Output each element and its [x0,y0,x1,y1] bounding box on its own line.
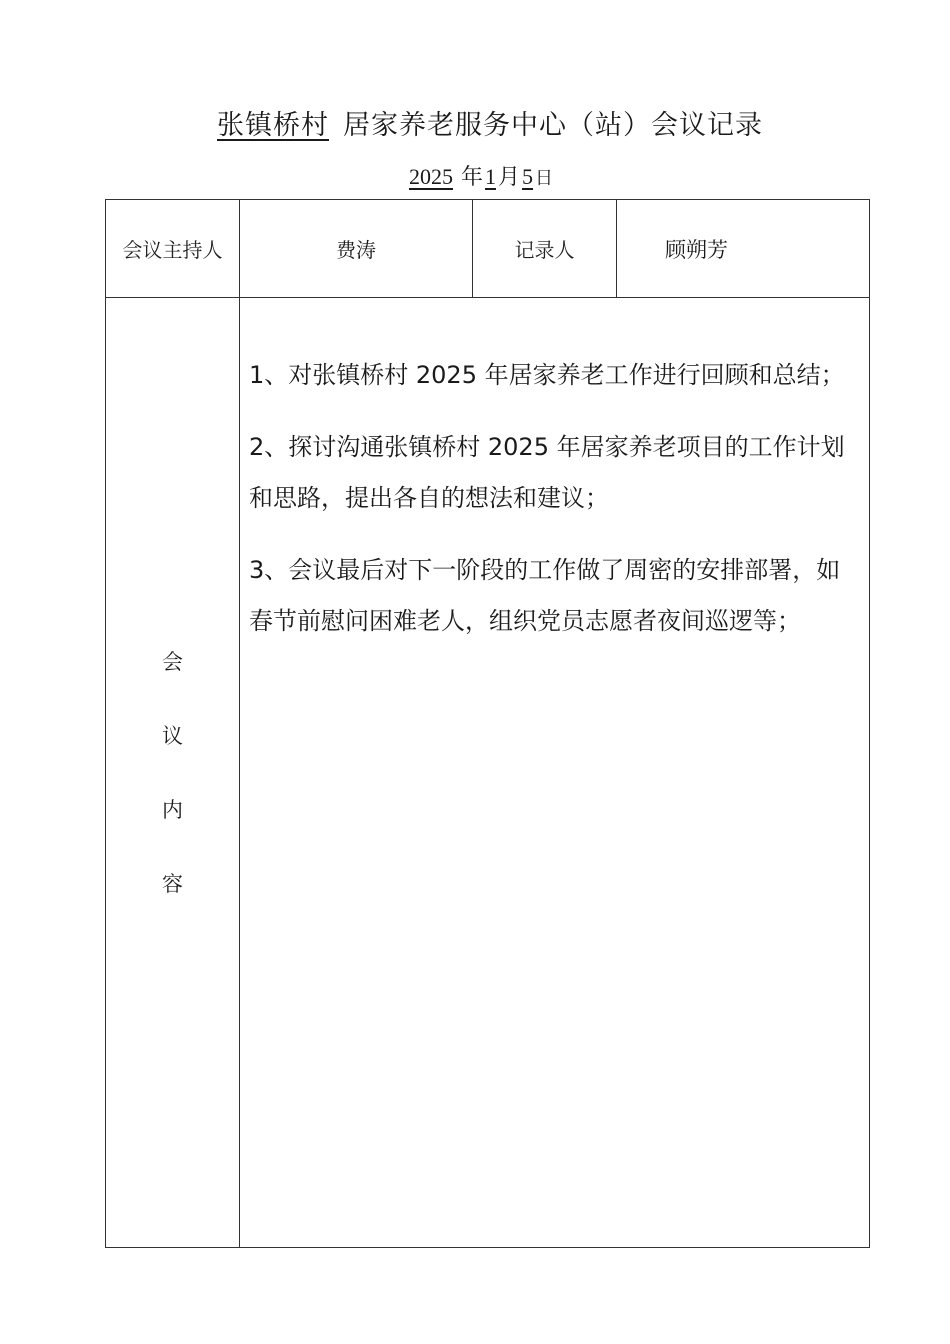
date-day: 5 [522,164,534,189]
host-value: 费涛 [240,200,473,298]
content-item: 1、对张镇桥村 2025 年居家养老工作进行回顾和总结； [249,361,845,389]
host-label: 会议主持人 [106,200,240,298]
date-day-char: 日 [535,168,554,188]
title-village-name: 张镇桥村 [217,110,329,141]
content-item: 2、探讨沟通张镇桥村 2025 年居家养老项目的工作计划和思路，提出各自的想法和建议； [249,433,845,512]
date-year: 2025 [408,164,453,189]
date-year-char: 年 [460,164,483,189]
recorder-label: 记录人 [473,200,617,298]
date-month-char: 月 [498,164,521,189]
content-body [240,298,870,1248]
header-row [106,200,870,298]
content-label-char: 议 [162,723,183,748]
title-text: 居家养老服务中心（站）会议记录 [343,110,763,141]
content-label-char: 内 [162,797,183,822]
document-title [0,103,950,142]
content-row [106,298,870,1248]
content-label-char: 会 [162,649,183,674]
meeting-record-table [105,199,870,1248]
meeting-date [0,160,950,191]
date-month: 1 [485,164,496,189]
recorder-value: 顾朔芳 [617,200,870,298]
content-label [106,298,240,1248]
content-label-char: 容 [162,871,183,896]
content-item: 3、会议最后对下一阶段的工作做了周密的安排部署，如春节前慰问困难老人，组织党员志愿者夜间巡逻等； [249,556,841,635]
